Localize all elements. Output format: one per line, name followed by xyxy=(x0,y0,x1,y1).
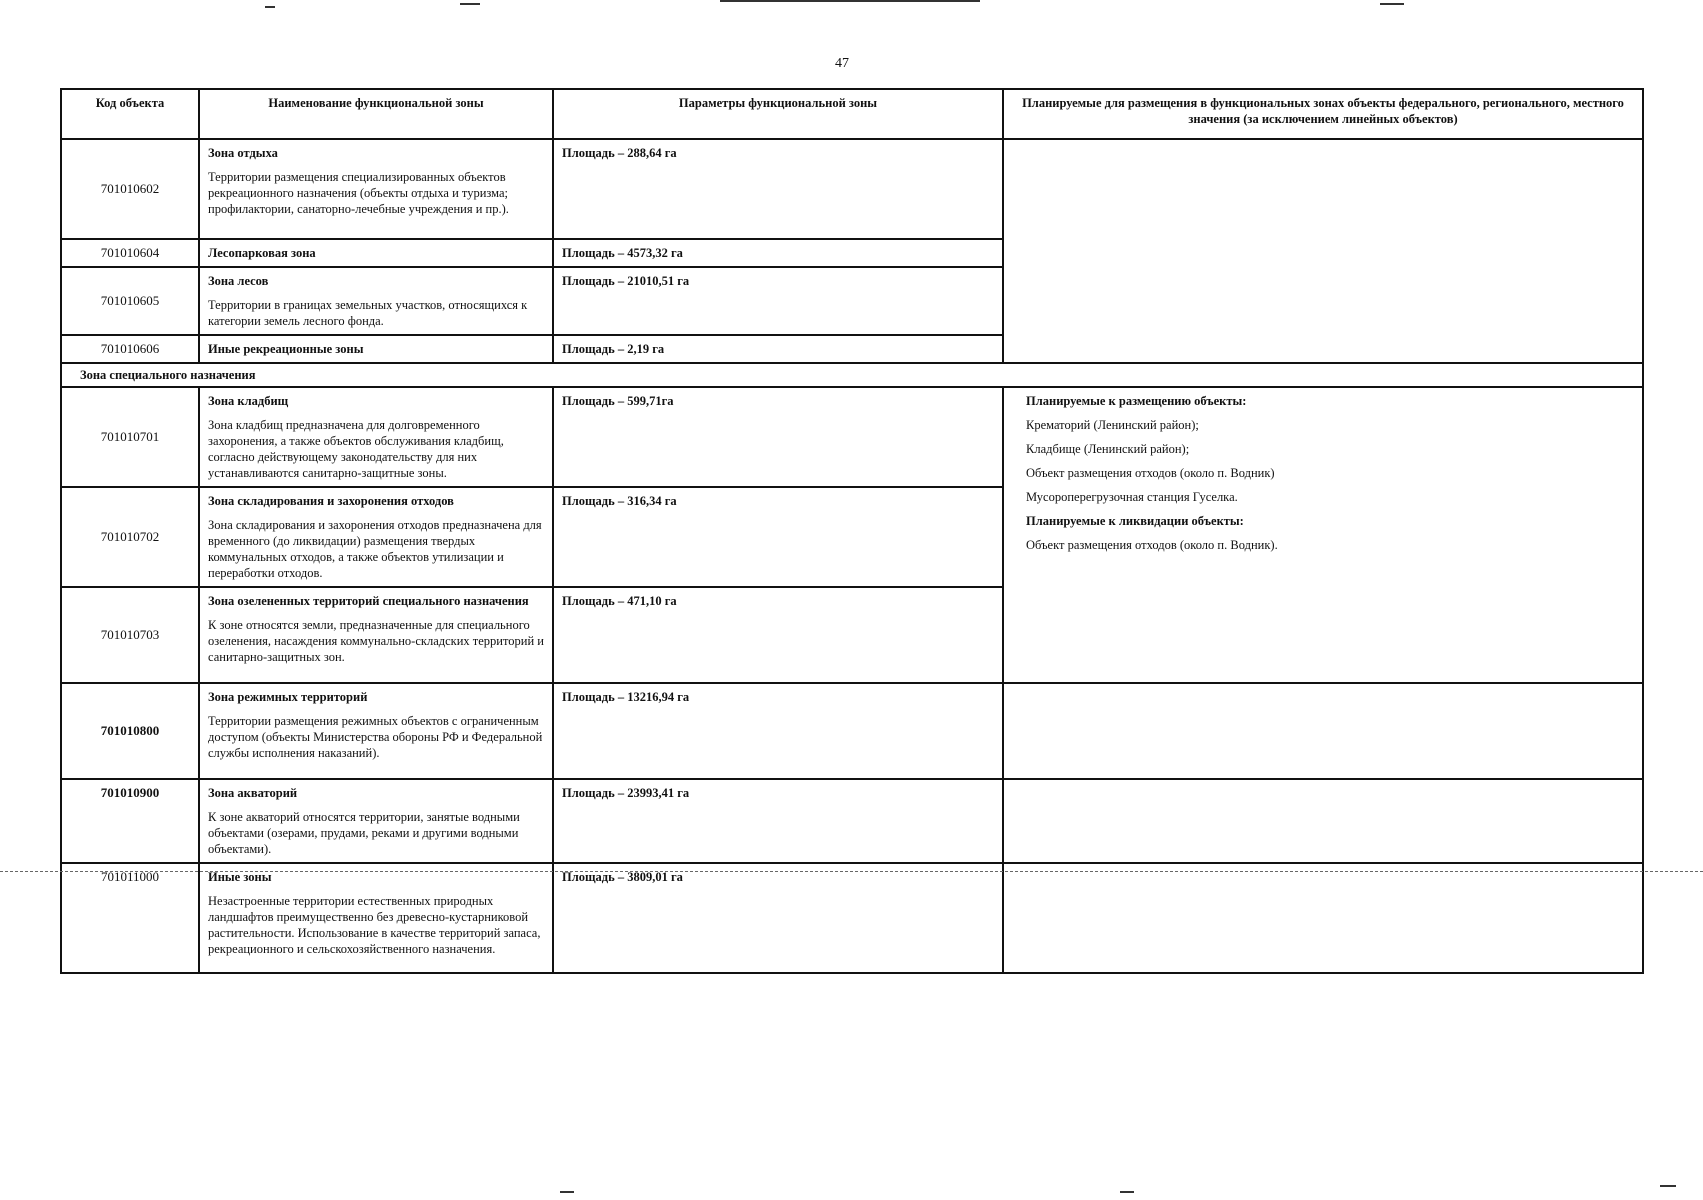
zone-cell xyxy=(199,387,553,487)
object-code: 701010702 xyxy=(61,487,199,587)
zone-cell xyxy=(199,139,553,239)
planned-objects-cell-empty xyxy=(1003,863,1643,973)
planned-item: Кладбище (Ленинский район); xyxy=(1026,442,1190,456)
functional-zones-table xyxy=(60,88,1644,974)
zone-description: К зоне акваторий относятся территории, занятые водными объектами (озерами, прудами, реками и другими водными объектами). xyxy=(208,810,520,856)
zone-description: Зона кладбищ предназначена для долговременного захоронения, а также объектов обслуживания кладбищ, согласно действующему законодательству для них устанавливаются санитарно-защитные зоны. xyxy=(208,418,504,480)
zone-cell xyxy=(199,335,553,363)
header-name: Наименование функциональной зоны xyxy=(199,89,553,139)
zone-title: Зона режимных территорий xyxy=(208,690,368,704)
section-row xyxy=(61,363,1643,387)
table-row xyxy=(61,387,1643,487)
zone-title: Зона акваторий xyxy=(208,786,298,800)
planned-objects-cell-empty xyxy=(1003,683,1643,779)
header-code: Код объекта xyxy=(61,89,199,139)
zone-area: Площадь – 599,71га xyxy=(553,387,1003,487)
table-row xyxy=(61,139,1643,239)
zone-title: Зона кладбищ xyxy=(208,394,289,408)
zone-cell xyxy=(199,487,553,587)
object-code: 701010606 xyxy=(61,335,199,363)
zone-description: Незастроенные территории естественных природных ландшафтов преимущественно без древесно-кустарниковой растительности. Использование в качестве территорий запаса, рекреационного и сельскохозяйственного назначения. xyxy=(208,894,541,956)
scan-artifact xyxy=(265,6,275,8)
zone-title: Иные зоны xyxy=(208,870,272,884)
zone-area: Площадь – 23993,41 га xyxy=(553,779,1003,863)
zone-area: Площадь – 316,34 га xyxy=(553,487,1003,587)
planned-item: Крематорий (Ленинский район); xyxy=(1026,418,1199,432)
scan-artifact xyxy=(0,871,1703,873)
scan-artifact xyxy=(1380,3,1404,5)
planned-placement-heading: Планируемые к размещению объекты: xyxy=(1026,394,1247,408)
page-number: 47 xyxy=(835,56,849,71)
zone-title: Лесопарковая зона xyxy=(208,246,316,260)
scan-artifact xyxy=(1120,1191,1134,1193)
zone-title: Зона лесов xyxy=(208,274,269,288)
zone-title: Иные рекреационные зоны xyxy=(208,342,364,356)
header-params: Параметры функциональной зоны xyxy=(553,89,1003,139)
scan-artifact xyxy=(1660,1185,1676,1187)
planned-objects-cell-empty xyxy=(1003,779,1643,863)
zone-cell xyxy=(199,267,553,335)
zone-title: Зона складирования и захоронения отходов xyxy=(208,494,454,508)
zone-cell xyxy=(199,779,553,863)
zone-description: Территории в границах земельных участков, относящихся к категории земель лесного фонда. xyxy=(208,298,528,328)
planned-objects-cell-empty xyxy=(1003,139,1643,363)
object-code: 701010605 xyxy=(61,267,199,335)
object-code: 701011000 xyxy=(61,863,199,973)
planned-item: Мусороперегрузочная станция Гуселка. xyxy=(1026,490,1238,504)
header-planned: Планируемые для размещения в функциональных зонах объекты федерального, регионального, местного значения (за исключением линейных объектов) xyxy=(1003,89,1643,139)
planned-objects-cell xyxy=(1003,387,1643,683)
scan-artifact xyxy=(460,3,480,5)
section-title: Зона специального назначения xyxy=(61,363,1643,387)
zone-description: Зона складирования и захоронения отходов предназначена для временного (до ликвидации) размещения твердых коммунальных отходов, а также объектов утилизации и переработки отходов. xyxy=(208,518,542,580)
zone-description: К зоне относятся земли, предназначенные для специального озеленения, насаждения коммунально-складских территорий и санитарно-защитных зон. xyxy=(208,618,544,664)
planned-item: Объект размещения отходов (около п. Водник) xyxy=(1026,466,1275,480)
zone-area: Площадь – 2,19 га xyxy=(553,335,1003,363)
table-row xyxy=(61,683,1643,779)
liquidation-item: Объект размещения отходов (около п. Водник). xyxy=(1026,538,1278,552)
zone-title: Зона отдыха xyxy=(208,146,278,160)
zone-area: Площадь – 471,10 га xyxy=(553,587,1003,683)
zone-cell xyxy=(199,683,553,779)
zone-area: Площадь – 4573,32 га xyxy=(553,239,1003,267)
object-code: 701010800 xyxy=(61,683,199,779)
zone-cell xyxy=(199,239,553,267)
zone-area: Площадь – 21010,51 га xyxy=(553,267,1003,335)
zone-description: Территории размещения режимных объектов с ограниченным доступом (объекты Министерства обороны РФ и Федеральной службы исполнения наказаний). xyxy=(208,714,543,760)
object-code: 701010900 xyxy=(61,779,199,863)
zone-cell xyxy=(199,587,553,683)
object-code: 701010701 xyxy=(61,387,199,487)
zone-title: Зона озелененных территорий специального назначения xyxy=(208,594,529,608)
zone-area: Площадь – 13216,94 га xyxy=(553,683,1003,779)
zone-cell xyxy=(199,863,553,973)
planned-liquidation-heading: Планируемые к ликвидации объекты: xyxy=(1026,514,1244,528)
object-code: 701010604 xyxy=(61,239,199,267)
table-row xyxy=(61,863,1643,973)
scan-artifact xyxy=(720,0,980,2)
table-row xyxy=(61,779,1643,863)
zone-area: Площадь – 3809,01 га xyxy=(553,863,1003,973)
table-header-row xyxy=(61,89,1643,139)
zone-description: Территории размещения специализированных объектов рекреационного назначения (объекты отдыха и туризма; профилактории, санаторно-лечебные учреждения и пр.). xyxy=(208,170,509,216)
zone-area: Площадь – 288,64 га xyxy=(553,139,1003,239)
scan-artifact xyxy=(560,1191,574,1193)
object-code: 701010602 xyxy=(61,139,199,239)
object-code: 701010703 xyxy=(61,587,199,683)
